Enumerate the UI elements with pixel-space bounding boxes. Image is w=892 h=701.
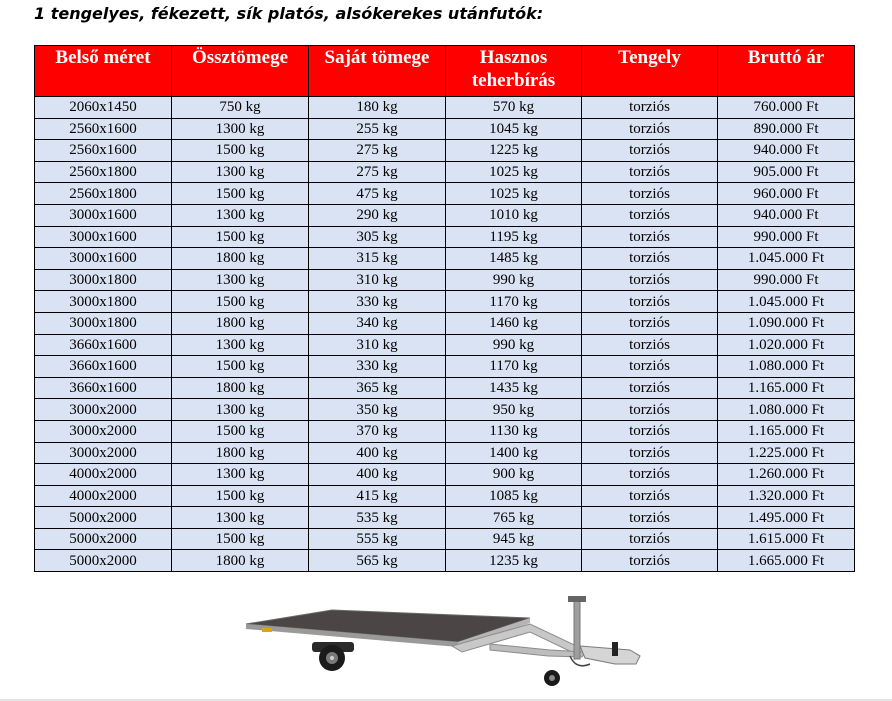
cell-inner-size: 3660x1600 xyxy=(35,334,172,356)
cell-axle: torziós xyxy=(582,356,718,378)
cell-payload: 1130 kg xyxy=(446,420,582,442)
trailer-jockey-handle xyxy=(568,596,586,602)
trailer-image xyxy=(240,594,650,690)
cell-payload: 1025 kg xyxy=(446,183,582,205)
cell-payload: 1235 kg xyxy=(446,550,582,572)
trailer-light xyxy=(262,628,272,632)
cell-gross-price: 1.165.000 Ft xyxy=(718,420,855,442)
cell-axle: torziós xyxy=(582,420,718,442)
cell-axle: torziós xyxy=(582,312,718,334)
cell-total-weight: 1300 kg xyxy=(172,269,309,291)
cell-gross-price: 940.000 Ft xyxy=(718,140,855,162)
cell-gross-price: 1.225.000 Ft xyxy=(718,442,855,464)
cell-total-weight: 1800 kg xyxy=(172,312,309,334)
cell-gross-price: 1.665.000 Ft xyxy=(718,550,855,572)
cell-payload: 900 kg xyxy=(446,464,582,486)
cell-gross-price: 1.615.000 Ft xyxy=(718,528,855,550)
cell-inner-size: 3000x2000 xyxy=(35,442,172,464)
table-row xyxy=(35,248,855,270)
cell-gross-price: 960.000 Ft xyxy=(718,183,855,205)
table-row xyxy=(35,420,855,442)
cell-axle: torziós xyxy=(582,226,718,248)
cell-gross-price: 905.000 Ft xyxy=(718,161,855,183)
cell-total-weight: 1300 kg xyxy=(172,204,309,226)
cell-axle: torziós xyxy=(582,118,718,140)
cell-axle: torziós xyxy=(582,97,718,119)
cell-total-weight: 750 kg xyxy=(172,97,309,119)
cell-inner-size: 2060x1450 xyxy=(35,97,172,119)
cell-axle: torziós xyxy=(582,507,718,529)
table-row xyxy=(35,269,855,291)
trailer-price-table xyxy=(34,45,855,572)
cell-inner-size: 5000x2000 xyxy=(35,528,172,550)
header-own-weight: Saját tömege xyxy=(309,46,446,97)
cell-total-weight: 1300 kg xyxy=(172,161,309,183)
cell-total-weight: 1300 kg xyxy=(172,507,309,529)
cell-own-weight: 565 kg xyxy=(309,550,446,572)
cell-inner-size: 3000x1600 xyxy=(35,204,172,226)
cell-axle: torziós xyxy=(582,204,718,226)
cell-own-weight: 475 kg xyxy=(309,183,446,205)
cell-axle: torziós xyxy=(582,377,718,399)
cell-inner-size: 2560x1600 xyxy=(35,140,172,162)
table-row xyxy=(35,377,855,399)
cell-payload: 990 kg xyxy=(446,269,582,291)
cell-gross-price: 1.260.000 Ft xyxy=(718,464,855,486)
cell-axle: torziós xyxy=(582,485,718,507)
cell-inner-size: 4000x2000 xyxy=(35,464,172,486)
table-header-row xyxy=(35,46,855,97)
cell-inner-size: 3000x1800 xyxy=(35,312,172,334)
cell-total-weight: 1500 kg xyxy=(172,140,309,162)
cell-payload: 1045 kg xyxy=(446,118,582,140)
cell-payload: 765 kg xyxy=(446,507,582,529)
header-inner-size: Belső méret xyxy=(35,46,172,97)
cell-gross-price: 1.080.000 Ft xyxy=(718,356,855,378)
header-axle: Tengely xyxy=(582,46,718,97)
cell-gross-price: 940.000 Ft xyxy=(718,204,855,226)
cell-axle: torziós xyxy=(582,550,718,572)
table-row xyxy=(35,312,855,334)
cell-total-weight: 1800 kg xyxy=(172,550,309,572)
table-row xyxy=(35,399,855,421)
cell-total-weight: 1800 kg xyxy=(172,377,309,399)
cell-inner-size: 2560x1800 xyxy=(35,183,172,205)
cell-inner-size: 3000x1800 xyxy=(35,269,172,291)
cell-axle: torziós xyxy=(582,161,718,183)
cell-total-weight: 1300 kg xyxy=(172,399,309,421)
cell-payload: 1225 kg xyxy=(446,140,582,162)
cell-inner-size: 5000x2000 xyxy=(35,507,172,529)
cell-payload: 1085 kg xyxy=(446,485,582,507)
cell-gross-price: 1.495.000 Ft xyxy=(718,507,855,529)
cell-payload: 1460 kg xyxy=(446,312,582,334)
cell-payload: 1025 kg xyxy=(446,161,582,183)
cell-axle: torziós xyxy=(582,291,718,313)
cell-total-weight: 1500 kg xyxy=(172,528,309,550)
cell-total-weight: 1500 kg xyxy=(172,226,309,248)
cell-gross-price: 1.045.000 Ft xyxy=(718,248,855,270)
table-row xyxy=(35,291,855,313)
cell-own-weight: 340 kg xyxy=(309,312,446,334)
cell-inner-size: 2560x1600 xyxy=(35,118,172,140)
cell-own-weight: 400 kg xyxy=(309,442,446,464)
cell-own-weight: 415 kg xyxy=(309,485,446,507)
cell-own-weight: 315 kg xyxy=(309,248,446,270)
cell-total-weight: 1500 kg xyxy=(172,183,309,205)
cell-own-weight: 535 kg xyxy=(309,507,446,529)
cell-own-weight: 330 kg xyxy=(309,356,446,378)
table-row xyxy=(35,183,855,205)
cell-total-weight: 1500 kg xyxy=(172,356,309,378)
table-row xyxy=(35,118,855,140)
cell-payload: 570 kg xyxy=(446,97,582,119)
cell-own-weight: 400 kg xyxy=(309,464,446,486)
table-row xyxy=(35,442,855,464)
table-row xyxy=(35,485,855,507)
cell-own-weight: 350 kg xyxy=(309,399,446,421)
cell-own-weight: 290 kg xyxy=(309,204,446,226)
cell-total-weight: 1500 kg xyxy=(172,291,309,313)
cell-inner-size: 5000x2000 xyxy=(35,550,172,572)
cell-inner-size: 3000x2000 xyxy=(35,420,172,442)
cell-inner-size: 3660x1600 xyxy=(35,356,172,378)
cell-payload: 1435 kg xyxy=(446,377,582,399)
cell-payload: 1170 kg xyxy=(446,291,582,313)
cell-gross-price: 1.020.000 Ft xyxy=(718,334,855,356)
cell-total-weight: 1500 kg xyxy=(172,420,309,442)
header-gross-price: Bruttó ár xyxy=(718,46,855,97)
cell-total-weight: 1300 kg xyxy=(172,464,309,486)
cell-gross-price: 760.000 Ft xyxy=(718,97,855,119)
cell-axle: torziós xyxy=(582,183,718,205)
cell-own-weight: 370 kg xyxy=(309,420,446,442)
cell-total-weight: 1300 kg xyxy=(172,118,309,140)
cell-gross-price: 1.320.000 Ft xyxy=(718,485,855,507)
cell-inner-size: 3000x1800 xyxy=(35,291,172,313)
cell-own-weight: 555 kg xyxy=(309,528,446,550)
trailer-coupling-lever xyxy=(612,642,618,656)
cell-inner-size: 2560x1800 xyxy=(35,161,172,183)
cell-own-weight: 310 kg xyxy=(309,334,446,356)
cell-inner-size: 3000x1600 xyxy=(35,226,172,248)
cell-payload: 1170 kg xyxy=(446,356,582,378)
cell-payload: 1400 kg xyxy=(446,442,582,464)
cell-axle: torziós xyxy=(582,528,718,550)
cell-gross-price: 990.000 Ft xyxy=(718,226,855,248)
cell-axle: torziós xyxy=(582,248,718,270)
table-row xyxy=(35,204,855,226)
cell-axle: torziós xyxy=(582,442,718,464)
cell-total-weight: 1800 kg xyxy=(172,248,309,270)
cell-axle: torziós xyxy=(582,334,718,356)
cell-total-weight: 1500 kg xyxy=(172,485,309,507)
cell-gross-price: 990.000 Ft xyxy=(718,269,855,291)
cell-own-weight: 275 kg xyxy=(309,161,446,183)
table-row xyxy=(35,334,855,356)
cell-gross-price: 1.165.000 Ft xyxy=(718,377,855,399)
table-row xyxy=(35,464,855,486)
table-row xyxy=(35,161,855,183)
table-row xyxy=(35,226,855,248)
table-row xyxy=(35,550,855,572)
table-row xyxy=(35,140,855,162)
cell-own-weight: 305 kg xyxy=(309,226,446,248)
cell-gross-price: 890.000 Ft xyxy=(718,118,855,140)
cell-gross-price: 1.090.000 Ft xyxy=(718,312,855,334)
cell-axle: torziós xyxy=(582,140,718,162)
trailer-jockey-post xyxy=(574,599,580,659)
cell-inner-size: 3000x1600 xyxy=(35,248,172,270)
cell-gross-price: 1.080.000 Ft xyxy=(718,399,855,421)
cell-payload: 1010 kg xyxy=(446,204,582,226)
cell-axle: torziós xyxy=(582,269,718,291)
cell-payload: 1485 kg xyxy=(446,248,582,270)
header-payload: Hasznos teherbírás xyxy=(446,46,582,97)
table-row xyxy=(35,97,855,119)
cell-payload: 990 kg xyxy=(446,334,582,356)
cell-inner-size: 3660x1600 xyxy=(35,377,172,399)
trailer-coupling xyxy=(580,646,640,664)
cell-inner-size: 4000x2000 xyxy=(35,485,172,507)
header-total-weight: Össztömege xyxy=(172,46,309,97)
cell-own-weight: 365 kg xyxy=(309,377,446,399)
table-row xyxy=(35,507,855,529)
cell-own-weight: 275 kg xyxy=(309,140,446,162)
cell-inner-size: 3000x2000 xyxy=(35,399,172,421)
cell-own-weight: 310 kg xyxy=(309,269,446,291)
cell-own-weight: 255 kg xyxy=(309,118,446,140)
table-row xyxy=(35,528,855,550)
table-row xyxy=(35,356,855,378)
cell-own-weight: 330 kg xyxy=(309,291,446,313)
cell-total-weight: 1300 kg xyxy=(172,334,309,356)
page-title: 1 tengelyes, fékezett, sík platós, alsókerekes utánfutók: xyxy=(34,4,544,23)
cell-payload: 945 kg xyxy=(446,528,582,550)
cell-gross-price: 1.045.000 Ft xyxy=(718,291,855,313)
cell-own-weight: 180 kg xyxy=(309,97,446,119)
table-body xyxy=(35,97,855,572)
cell-payload: 1195 kg xyxy=(446,226,582,248)
cell-total-weight: 1800 kg xyxy=(172,442,309,464)
cell-axle: torziós xyxy=(582,464,718,486)
cell-axle: torziós xyxy=(582,399,718,421)
cell-payload: 950 kg xyxy=(446,399,582,421)
